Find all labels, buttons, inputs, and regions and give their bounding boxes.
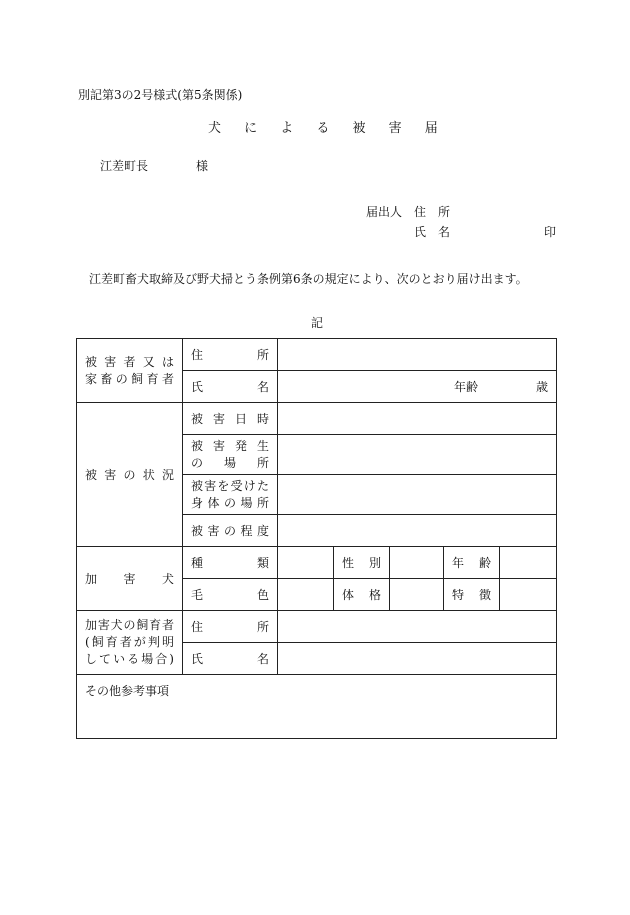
victim-address-row	[77, 339, 557, 371]
damage-place-label-cell	[183, 435, 278, 475]
victim-group-line1: 被 害 者 又 は	[85, 354, 174, 369]
owner-name-field[interactable]	[278, 643, 557, 675]
dog-build-label: 体 格	[342, 588, 381, 602]
victim-group-line2: 家 畜 の 飼 育 者	[85, 371, 174, 386]
owner-group-line2: ( 飼 育 者 が 判 明	[85, 635, 174, 649]
damage-group-text: 被 害 の 状 況	[85, 468, 174, 482]
dog-feature-label-cell	[444, 579, 500, 611]
victim-address-field[interactable]	[278, 339, 557, 371]
ki-mark: 記	[311, 316, 324, 330]
damage-degree-label: 被 害 の 程 度	[191, 524, 269, 538]
owner-address-field[interactable]	[278, 611, 557, 643]
owner-address-label-cell	[183, 611, 278, 643]
dog-build-field[interactable]	[390, 579, 444, 611]
dog-color-label-cell	[183, 579, 278, 611]
owner-group-line1: 加 害 犬 の 飼 育 者	[85, 618, 174, 632]
applicant-name-label: 氏 名	[414, 225, 451, 239]
victim-group-label	[77, 339, 183, 403]
dog-age-field[interactable]	[500, 547, 557, 579]
damage-datetime-field[interactable]	[278, 403, 557, 435]
statement: 江差町畜犬取締及び野犬掃とう条例第6条の規定により、次のとおり届け出ます。	[89, 272, 528, 286]
victim-address-label: 住 所	[191, 348, 269, 362]
dog-sex-label: 性 別	[342, 556, 381, 570]
victim-name-field[interactable]	[278, 371, 557, 403]
damage-body-line1: 被 害 を 受 け た	[191, 478, 269, 493]
dog-group-text: 加 害 犬	[85, 572, 174, 586]
damage-datetime-row	[77, 403, 557, 435]
other-notes-field[interactable]	[77, 675, 557, 739]
damage-place-line2: の 場 所	[191, 455, 269, 470]
damage-place-field[interactable]	[278, 435, 557, 475]
damage-degree-field[interactable]	[278, 515, 557, 547]
form-reference: 別記第3の2号様式(第5条関係)	[78, 88, 243, 102]
victim-address-label-cell	[183, 339, 278, 371]
dog-sex-field[interactable]	[390, 547, 444, 579]
dog-age-label: 年 齢	[452, 556, 491, 570]
damage-report-table	[76, 338, 557, 739]
form-title: 犬 に よ る 被 害 届	[208, 121, 439, 136]
other-notes-label: その他参考事項	[85, 684, 170, 698]
damage-group-label	[77, 403, 183, 547]
other-notes-row	[77, 675, 557, 739]
damage-body-label-cell	[183, 475, 278, 515]
dog-color-label: 毛 色	[191, 588, 269, 602]
dog-kind-field[interactable]	[278, 547, 334, 579]
damage-place-line1: 被 害 発 生	[191, 438, 269, 453]
damage-degree-label-cell	[183, 515, 278, 547]
owner-group-line3: し て い る 場 合 )	[85, 652, 174, 666]
addressee-suffix: 様	[196, 159, 209, 173]
victim-name-label-cell	[183, 371, 278, 403]
applicant-address-label: 住 所	[414, 205, 451, 219]
owner-address-row	[77, 611, 557, 643]
dog-age-label-cell	[444, 547, 500, 579]
dog-kind-label: 種 類	[191, 556, 269, 570]
victim-age-label: 年齢	[454, 380, 479, 394]
dog-row-1	[77, 547, 557, 579]
dog-feature-field[interactable]	[500, 579, 557, 611]
victim-name-label: 氏 名	[191, 380, 269, 394]
owner-group-label	[77, 611, 183, 675]
dog-sex-label-cell	[334, 547, 390, 579]
owner-address-label: 住 所	[191, 620, 269, 634]
damage-body-field[interactable]	[278, 475, 557, 515]
dog-group-label	[77, 547, 183, 611]
owner-name-label: 氏 名	[191, 652, 269, 666]
seal-mark: 印	[544, 225, 557, 239]
damage-datetime-label: 被 害 日 時	[191, 412, 269, 426]
victim-age-unit: 歳	[536, 380, 549, 394]
applicant-label: 届出人	[366, 205, 403, 219]
addressee: 江差町長	[100, 159, 149, 173]
dog-kind-label-cell	[183, 547, 278, 579]
damage-body-line2: 身 体 の 場 所	[191, 495, 269, 510]
dog-feature-label: 特 徴	[452, 588, 491, 602]
owner-name-label-cell	[183, 643, 278, 675]
dog-build-label-cell	[334, 579, 390, 611]
dog-color-field[interactable]	[278, 579, 334, 611]
damage-datetime-label-cell	[183, 403, 278, 435]
